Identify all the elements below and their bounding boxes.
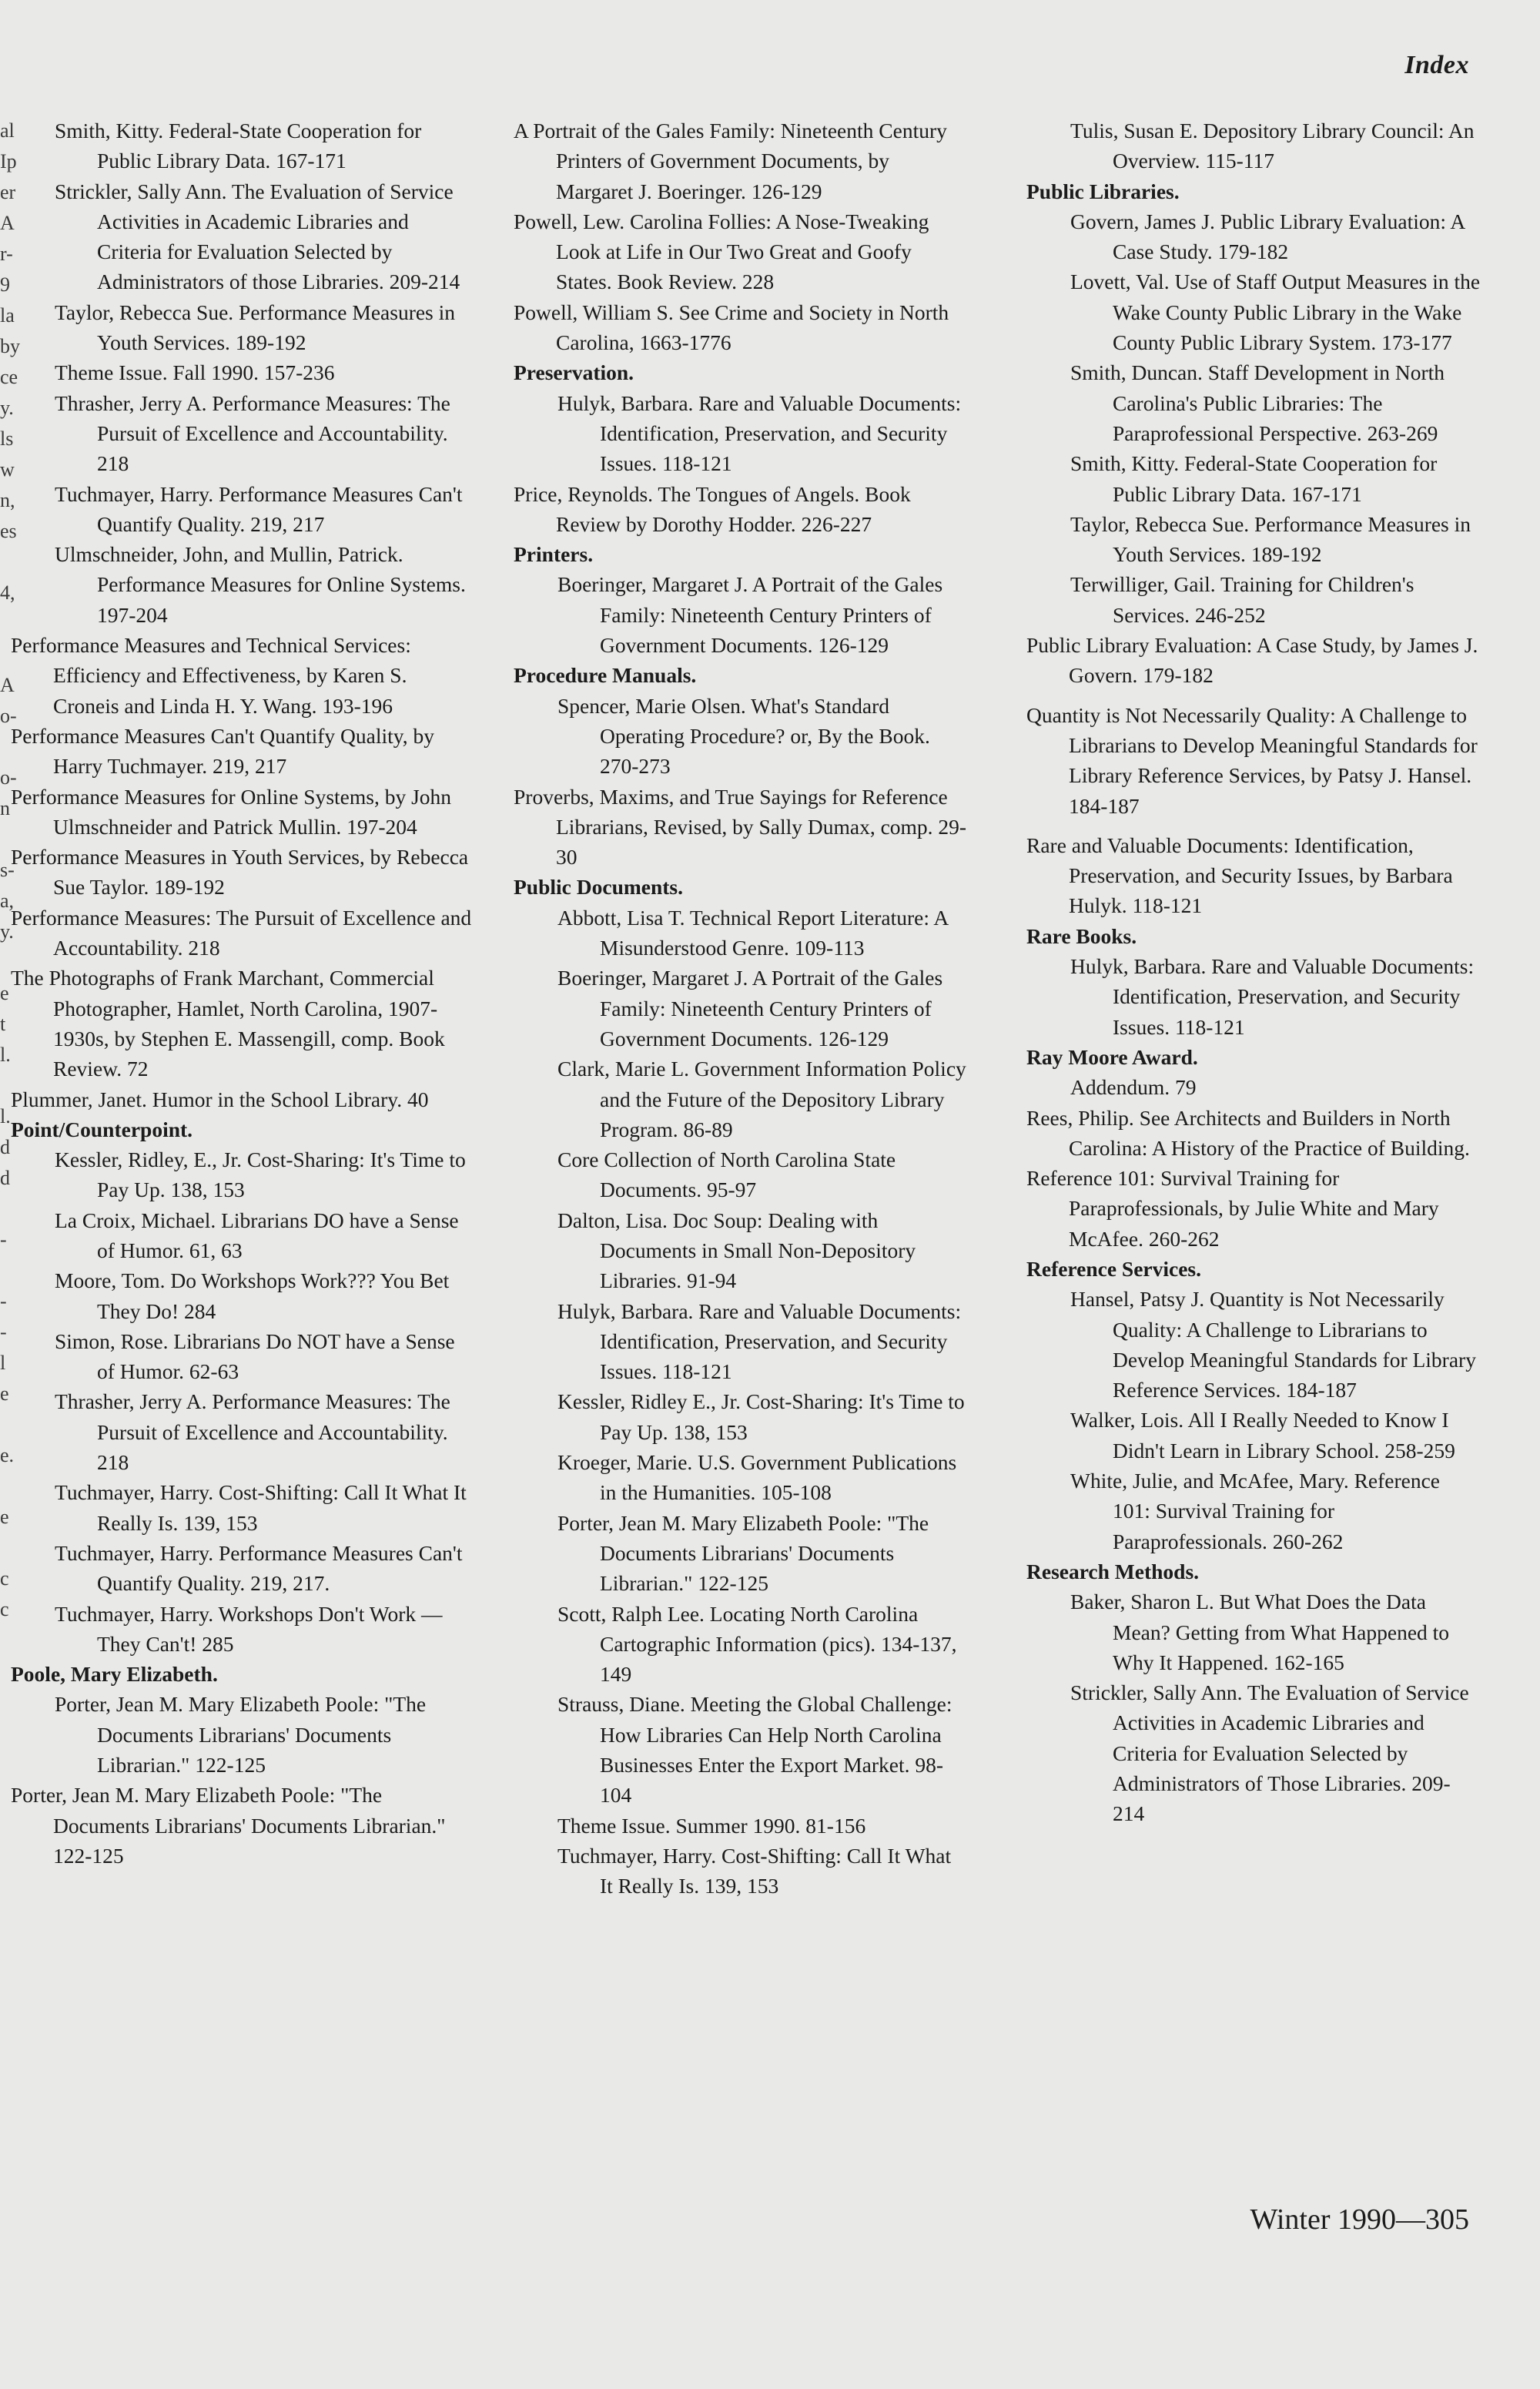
gutter-fragment: al (0, 119, 15, 142)
index-subentry: Tuchmayer, Harry. Cost-Shifting: Call It What It Really Is. 139, 153 (557, 1843, 952, 1898)
gutter-fragment: 9 (0, 273, 10, 296)
index-subentry: Tuchmayer, Harry. Performance Measures Can't Quantify Quality. 219, 217. (55, 1540, 463, 1596)
gutter-fragment: 4, (0, 581, 15, 604)
gutter-fragment: ce (0, 366, 18, 388)
index-entry: Performance Measures: The Pursuit of Excellence and Accountability. 218 (11, 905, 472, 960)
index-subentry: La Croix, Michael. Librarians DO have a Sense of Humor. 61, 63 (55, 1208, 459, 1262)
page-header-index: Index (1404, 51, 1469, 79)
index-subentry: Tuchmayer, Harry. Performance Measures Can't Quantify Quality. 219, 217 (55, 481, 463, 536)
index-entry: The Photographs of Frank Marchant, Commercial Photographer, Hamlet, North Carolina, 1907-1930s, by Stephen E. Massengill, comp. Book Review. 72 (11, 966, 445, 1081)
index-subentry: Baker, Sharon L. But What Does the Data Mean? Getting from What Happened to Why It Happened. 162-165 (1070, 1590, 1450, 1674)
index-subentry: Boeringer, Margaret J. A Portrait of the Gales Family: Nineteenth Century Printers of Government Documents. 126-129 (557, 966, 943, 1050)
index-heading: Public Libraries. (1026, 179, 1180, 203)
index-heading: Procedure Manuals. (514, 663, 697, 688)
gutter-fragment: n, (0, 489, 15, 511)
index-subentry: Walker, Lois. All I Really Needed to Know I Didn't Learn in Library School. 258-259 (1070, 1408, 1455, 1463)
index-subentry: Clark, Marie L. Government Information Policy and the Future of the Depository Library Program. 86-89 (557, 1057, 966, 1141)
index-entry: Performance Measures for Online Systems, by John Ulmschneider and Patrick Mullin. 197-204 (11, 784, 452, 839)
gutter-fragment: e. (0, 1444, 15, 1466)
gutter-fragment: o- (0, 705, 17, 727)
index-subentry: Ulmschneider, John, and Mullin, Patrick. Performance Measures for Online Systems. 197-204 (55, 542, 466, 627)
index-heading: Printers. (514, 542, 594, 567)
gutter-fragment: A (0, 674, 15, 696)
index-subentry: Tulis, Susan E. Depository Library Council: An Overview. 115-117 (1070, 119, 1475, 173)
gutter-fragment: a, (0, 890, 15, 912)
gutter-fragment: r- (0, 243, 13, 265)
index-subentry: Smith, Kitty. Federal-State Cooperation for Public Library Data. 167-171 (55, 119, 422, 173)
index-subentry: White, Julie, and McAfee, Mary. Reference 101: Survival Training for Paraprofessionals. 260-262 (1070, 1469, 1441, 1553)
gutter-fragment: e (0, 982, 9, 1004)
index-entry: Quantity is Not Necessarily Quality: A Challenge to Librarians to Develop Meaningful Standards for Library Reference Services, by Patsy J. Hansel. 184-187 (1026, 702, 1478, 818)
index-subentry: Addendum. 79 (1070, 1075, 1197, 1100)
index-subentry: Lovett, Val. Use of Staff Output Measures in the Wake County Public Library in the Wake County Public Library System. 173-177 (1070, 270, 1481, 355)
index-entry: Proverbs, Maxims, and True Sayings for Reference Librarians, Revised, by Sally Dumax, comp. 29-30 (514, 784, 967, 869)
index-subentry: Kroeger, Marie. U.S. Government Publications in the Humanities. 105-108 (557, 1450, 957, 1505)
index-subentry: Terwilliger, Gail. Training for Children's Services. 246-252 (1070, 572, 1414, 627)
index-subentry: Porter, Jean M. Mary Elizabeth Poole: "The Documents Librarians' Documents Librarian." 122-125 (55, 1692, 427, 1778)
index-subentry: Hansel, Patsy J. Quantity is Not Necessarily Quality: A Challenge to Librarians to Develop Meaningful Standards for Library Reference Services. 184-187 (1070, 1287, 1476, 1402)
gutter-fragment: la (0, 304, 15, 327)
index-heading: Reference Services. (1026, 1256, 1202, 1281)
gutter-fragment: t (0, 1013, 6, 1035)
index-entry: Performance Measures Can't Quantify Quality, by Harry Tuchmayer. 219, 217 (11, 723, 434, 779)
index-subentry: Porter, Jean M. Mary Elizabeth Poole: "The Documents Librarians' Documents Librarian." 122-125 (557, 1510, 929, 1596)
index-entry: Performance Measures in Youth Services, by Rebecca Sue Taylor. 189-192 (11, 845, 469, 900)
index-heading: Preservation. (514, 360, 634, 385)
index-heading: Rare Books. (1026, 923, 1137, 948)
index-entry: Public Library Evaluation: A Case Study, by James J. Govern. 179-182 (1026, 633, 1478, 688)
index-subentry: Abbott, Lisa T. Technical Report Literature: A Misunderstood Genre. 109-113 (557, 905, 948, 960)
index-subentry: Tuchmayer, Harry. Workshops Don't Work — They Can't! 285 (55, 1601, 443, 1656)
index-column-1 (11, 116, 473, 1871)
gutter-fragment: Ip (0, 150, 17, 173)
index-subentry: Kessler, Ridley, E., Jr. Cost-Sharing: It's Time to Pay Up. 138, 153 (55, 1148, 466, 1202)
index-subentry: Taylor, Rebecca Sue. Performance Measures in Youth Services. 189-192 (1070, 511, 1471, 567)
index-subentry: Scott, Ralph Lee. Locating North Carolina Cartographic Information (pics). 134-137, 149 (557, 1601, 957, 1687)
gutter-fragment: by (0, 335, 20, 357)
index-subentry: Smith, Kitty. Federal-State Cooperation for Public Library Data. 167-171 (1070, 451, 1438, 506)
index-subentry: Hulyk, Barbara. Rare and Valuable Documents: Identification, Preservation, and Security Issues. 118-121 (557, 390, 962, 476)
gutter-fragment: A (0, 212, 15, 234)
gutter-fragment: e (0, 1382, 9, 1405)
index-entry: Porter, Jean M. Mary Elizabeth Poole: "The Documents Librarians' Documents Librarian." 122-125 (11, 1783, 446, 1868)
index-heading: Poole, Mary Elizabeth. (11, 1662, 218, 1687)
index-entry: A Portrait of the Gales Family: Nineteenth Century Printers of Government Documents, by Margaret J. Boeringer. 126-129 (514, 119, 947, 203)
index-subentry: Smith, Duncan. Staff Development in North Carolina's Public Libraries: The Paraprofessional Perspective. 263-269 (1070, 360, 1445, 445)
index-entry: Price, Reynolds. The Tongues of Angels. Book Review by Dorothy Hodder. 226-227 (514, 481, 911, 536)
index-subentry: Tuchmayer, Harry. Cost-Shifting: Call It What It Really Is. 139, 153 (55, 1480, 467, 1535)
page-footer: Winter 1990—305 (1250, 2203, 1469, 2236)
index-subentry: Govern, James J. Public Library Evaluation: A Case Study. 179-182 (1070, 209, 1465, 264)
index-subentry: Hulyk, Barbara. Rare and Valuable Documents: Identification, Preservation, and Security Issues. 118-121 (1070, 954, 1475, 1039)
index-subentry: Core Collection of North Carolina State Documents. 95-97 (557, 1148, 896, 1202)
index-subentry: Hulyk, Barbara. Rare and Valuable Documents: Identification, Preservation, and Security Issues. 118-121 (557, 1298, 962, 1384)
gutter-fragment: c (0, 1567, 9, 1590)
gutter-fragment: w (0, 458, 15, 481)
index-subentry: Taylor, Rebecca Sue. Performance Measures in Youth Services. 189-192 (55, 300, 456, 355)
index-subentry: Theme Issue. Summer 1990. 81-156 (557, 1813, 866, 1838)
gutter-fragment: ls (0, 427, 14, 450)
index-subentry: Simon, Rose. Librarians Do NOT have a Sense of Humor. 62-63 (55, 1329, 455, 1384)
index-heading: Public Documents. (514, 875, 683, 900)
index-subentry: Theme Issue. Fall 1990. 157-236 (55, 360, 335, 385)
gutter-fragment: y. (0, 920, 14, 943)
index-heading: Point/Counterpoint. (11, 1117, 193, 1141)
index-subentry: Thrasher, Jerry A. Performance Measures: The Pursuit of Excellence and Accountability. 218 (55, 1389, 450, 1475)
index-subentry: Kessler, Ridley E., Jr. Cost-Sharing: It's Time to Pay Up. 138, 153 (557, 1389, 965, 1444)
gutter-fragment: - (0, 1321, 7, 1343)
gutter-fragment: d (0, 1136, 10, 1158)
index-subentry: Strauss, Diane. Meeting the Global Challenge: How Libraries Can Help North Carolina Businesses Enter the Export Market. 98-104 (557, 1692, 952, 1808)
gutter-fragment: d (0, 1167, 10, 1189)
index-heading: Ray Moore Award. (1026, 1044, 1198, 1069)
gutter-fragment: y. (0, 397, 14, 419)
index-entry: Reference 101: Survival Training for Paraprofessionals, by Julie White and Mary McAfee. 260-262 (1026, 1166, 1439, 1251)
index-subentry: Strickler, Sally Ann. The Evaluation of Service Activities in Academic Libraries and Criteria for Evaluation Selected by Administrators of Those Libraries. 209-214 (1070, 1680, 1469, 1826)
index-entry: Performance Measures and Technical Services: Efficiency and Effectiveness, by Karen S. Croneis and Linda H. Y. Wang. 193-196 (11, 633, 411, 718)
index-subentry: Boeringer, Margaret J. A Portrait of the Gales Family: Nineteenth Century Printers of Government Documents. 126-129 (557, 572, 943, 658)
index-entry: Plummer, Janet. Humor in the School Library. 40 (11, 1087, 429, 1111)
gutter-fragment: - (0, 1228, 7, 1251)
gutter-fragment: e (0, 1506, 9, 1528)
index-entry: Rare and Valuable Documents: Identification, Preservation, and Security Issues, by Barbara Hulyk. 118-121 (1026, 833, 1453, 918)
gutter-fragment: n (0, 797, 10, 819)
gutter-fragment: c (0, 1598, 9, 1620)
index-entry: Rees, Philip. See Architects and Builders in North Carolina: A History of the Practice of Building. (1026, 1105, 1470, 1160)
gutter-fragment: l. (0, 1044, 11, 1066)
gutter-fragment: l. (0, 1105, 11, 1127)
index-column-2 (514, 116, 968, 1901)
gutter-fragment: o- (0, 766, 17, 789)
index-subentry: Moore, Tom. Do Workshops Work??? You Bet They Do! 284 (55, 1268, 450, 1323)
gutter-fragment: es (0, 520, 17, 542)
index-subentry: Strickler, Sally Ann. The Evaluation of Service Activities in Academic Libraries and Criteria for Evaluation Selected by Administrators of those Libraries. 209-214 (55, 179, 460, 294)
index-subentry: Thrasher, Jerry A. Performance Measures: The Pursuit of Excellence and Accountability. 218 (55, 390, 450, 476)
index-subentry: Spencer, Marie Olsen. What's Standard Operating Procedure? or, By the Book. 270-273 (557, 693, 930, 779)
index-heading: Research Methods. (1026, 1559, 1200, 1583)
gutter-fragment: s- (0, 859, 15, 881)
index-column-3 (1026, 116, 1481, 1829)
index-entry: Powell, William S. See Crime and Society in North Carolina, 1663-1776 (514, 300, 949, 355)
gutter-fragment: - (0, 1290, 7, 1312)
gutter-fragment: l (0, 1352, 6, 1374)
index-entry: Powell, Lew. Carolina Follies: A Nose-Tweaking Look at Life in Our Two Great and Goofy States. Book Review. 228 (514, 209, 929, 294)
index-subentry: Dalton, Lisa. Doc Soup: Dealing with Documents in Small Non-Depository Libraries. 91-94 (557, 1208, 916, 1293)
gutter-fragment: er (0, 181, 16, 203)
